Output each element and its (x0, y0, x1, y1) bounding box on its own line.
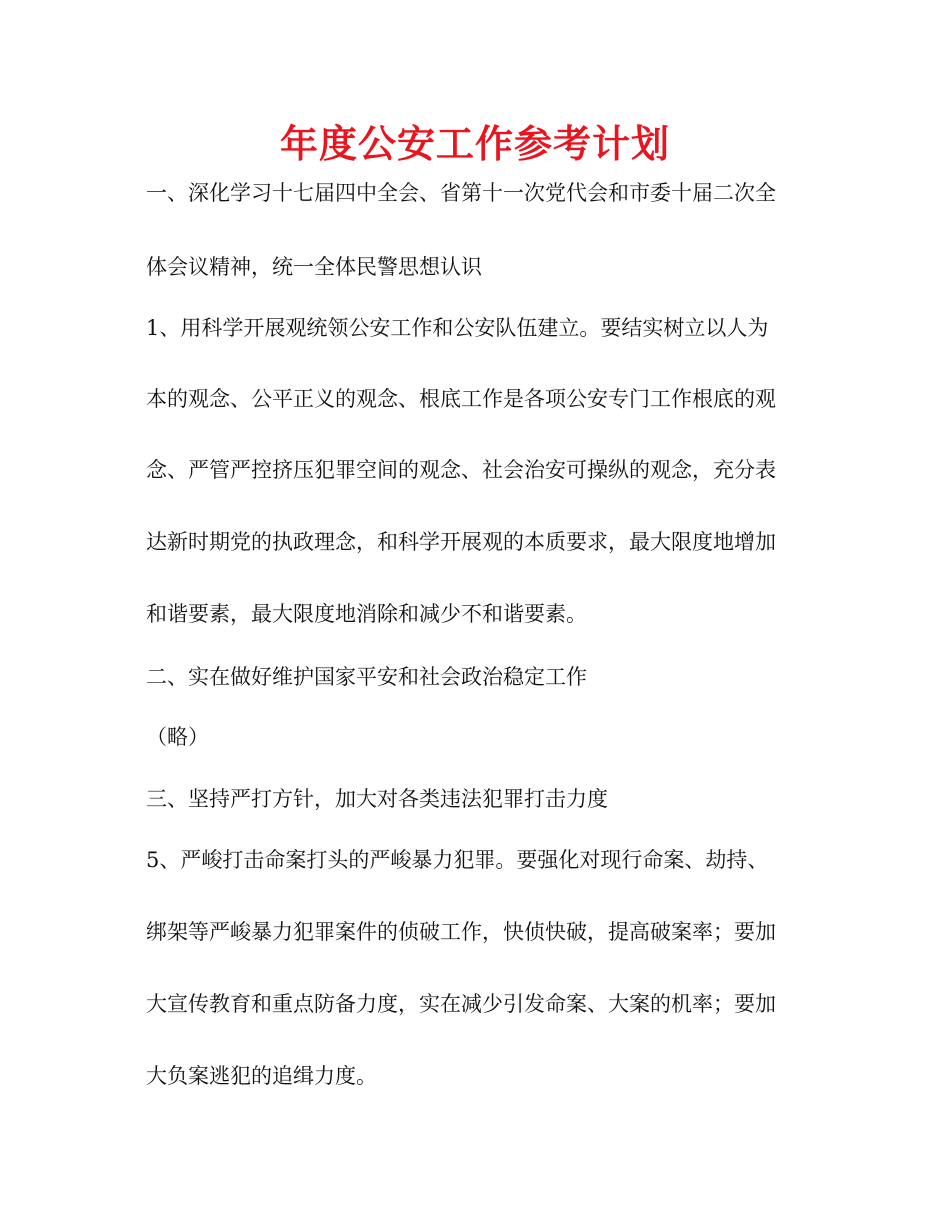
paragraph-1-line-5: 和谐要素，最大限度地消除和减少不和谐要素。 (146, 602, 587, 626)
paragraph-5-line-1: 5、严峻打击命案打头的严峻暴力犯罪。要强化对现行命案、劫持、 (146, 848, 769, 872)
section-heading-1-line-2: 体会议精神，统一全体民警思想认识 (146, 255, 482, 279)
paragraph-5-line-3: 大宣传教育和重点防备力度，实在减少引发命案、大案的机率；要加 (146, 992, 776, 1016)
paragraph-1-line-2: 本的观念、公平正义的观念、根底工作是各项公安专门工作根底的观 (146, 387, 776, 411)
section-heading-1-line-1: 一、深化学习十七届四中全会、省第十一次党代会和市委十届二次全 (146, 181, 776, 205)
document-title: 年度公安工作参考计划 (279, 122, 670, 166)
paragraph-1-line-3: 念、严管严控挤压犯罪空间的观念、社会治安可操纵的观念，充分表 (146, 458, 776, 482)
section-heading-2: 二、实在做好维护国家平安和社会政治稳定工作 (146, 665, 587, 689)
paragraph-5-line-4: 大负案逃犯的追缉力度。 (146, 1064, 377, 1088)
paragraph-5-line-2: 绑架等严峻暴力犯罪案件的侦破工作，快侦快破，提高破案率；要加 (146, 920, 776, 944)
paragraph-1-line-4: 达新时期党的执政理念，和科学开展观的本质要求，最大限度地增加 (146, 530, 776, 554)
paragraph-1-line-1: 1、用科学开展观统领公安工作和公安队伍建立。要结实树立以人为 (146, 316, 769, 340)
section-2-omitted-note: （略） (146, 725, 209, 749)
section-heading-3: 三、坚持严打方针，加大对各类违法犯罪打击力度 (146, 787, 608, 811)
